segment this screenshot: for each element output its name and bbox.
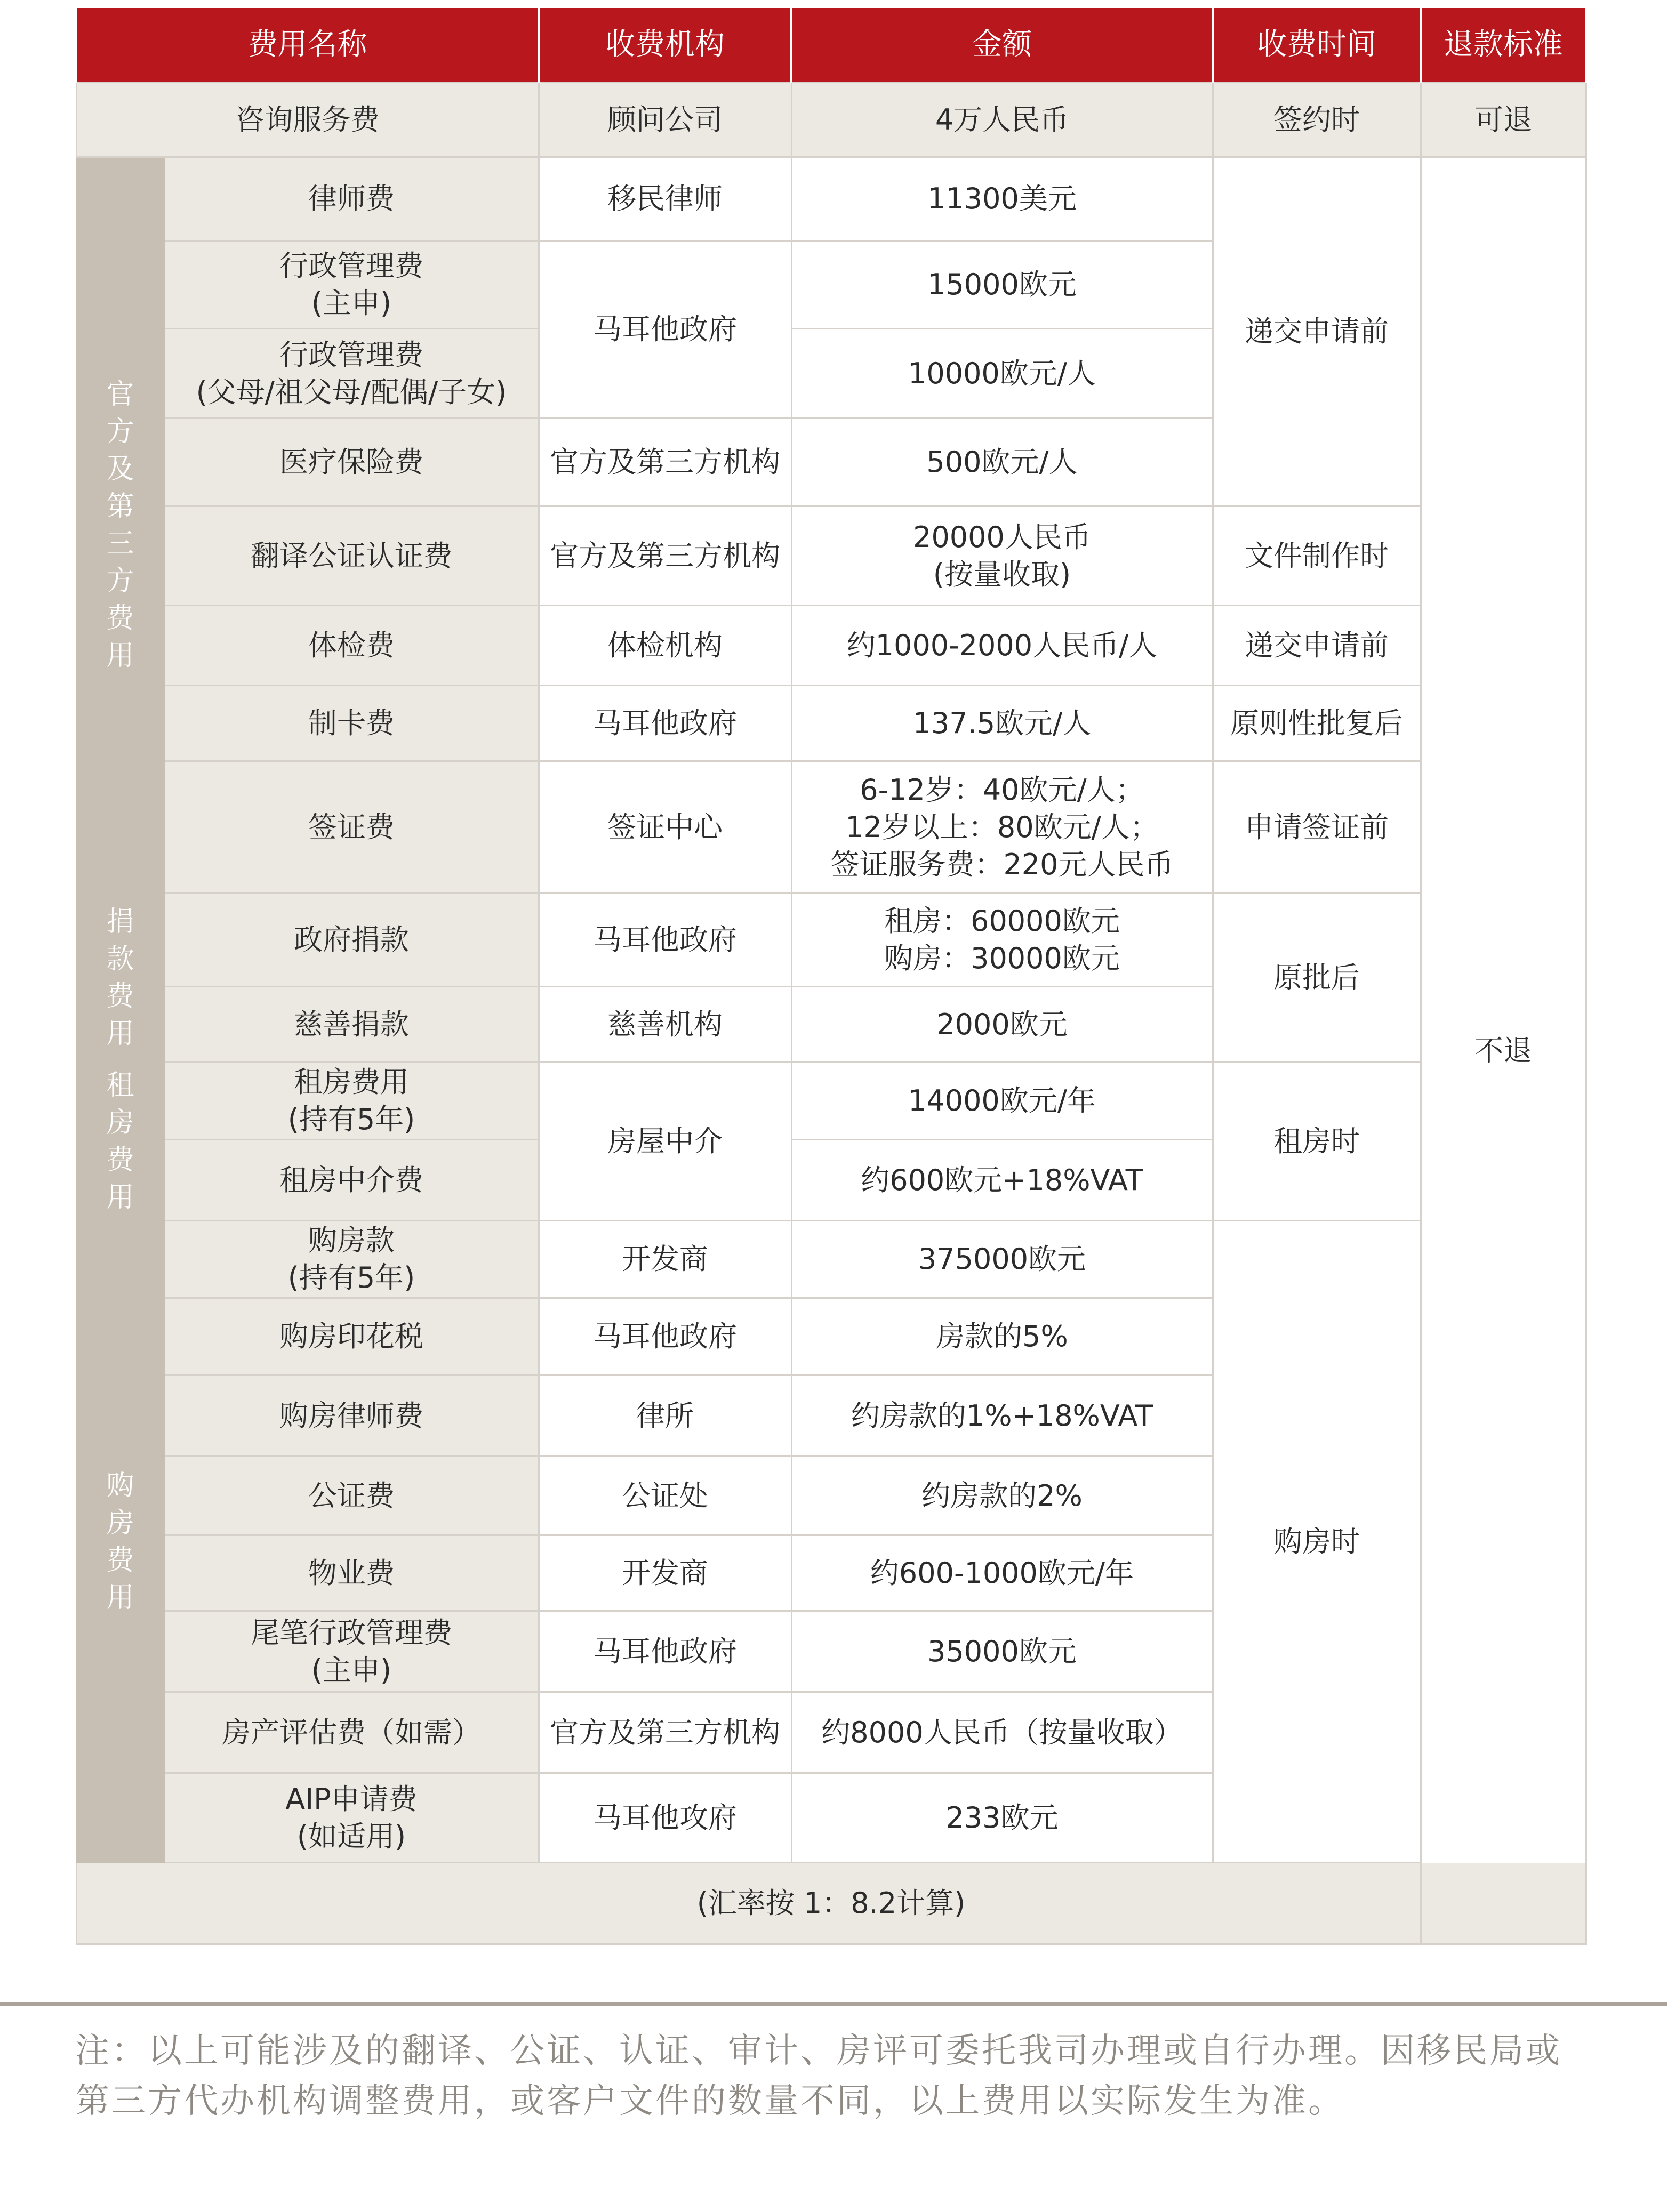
- table-row: [76, 894, 1586, 987]
- fee-amount: 约1000-2000人民币/人: [791, 606, 1213, 686]
- table-row: [76, 1221, 1586, 1298]
- category-rent: [76, 1063, 164, 1221]
- fee-org: 慈善机构: [539, 987, 791, 1063]
- fee-name: 制卡费: [164, 686, 539, 761]
- fee-name: 尾笔行政管理费 (主申): [164, 1611, 539, 1692]
- fee-time: 递交申请前: [1213, 606, 1421, 686]
- fee-org: 官方及第三方机构: [539, 419, 791, 506]
- category-label: 捐款费用: [106, 906, 134, 1050]
- fee-name: 慈善捐款: [164, 987, 539, 1063]
- fee-org: 顾问公司: [539, 83, 791, 157]
- fee-name: 租房费用 (持有5年): [164, 1063, 539, 1140]
- fee-amount: 20000人民币 (按量收取): [791, 506, 1213, 606]
- header-time: 收费时间: [1213, 8, 1421, 83]
- header-fee-name: 费用名称: [76, 8, 539, 83]
- fee-name: 行政管理费 (主申): [164, 241, 539, 329]
- fee-amount: 2000欧元: [791, 987, 1213, 1063]
- fee-amount: 137.5欧元/人: [791, 686, 1213, 761]
- fee-amount: 10000欧元/人: [791, 329, 1213, 419]
- footnote: 注：以上可能涉及的翻译、公证、认证、审计、房评可委托我司办理或自行办理。因移民局或第三方代办机构调整费用，或客户文件的数量不同，以上费用以实际发生为准。: [75, 2031, 1562, 2121]
- fee-time: 购房时: [1213, 1221, 1421, 1863]
- fee-amount: 6-12岁：40欧元/人； 12岁以上：80欧元/人； 签证服务费：220元人民币: [791, 761, 1213, 894]
- fee-amount: 约600欧元+18%VAT: [791, 1140, 1213, 1221]
- fee-name: 律师费: [164, 157, 539, 241]
- fee-amount: 房款的5%: [791, 1298, 1213, 1376]
- category-label: 官方及第三方费用: [106, 379, 134, 672]
- fee-table: [75, 8, 1587, 1945]
- fee-org: 马耳他政府: [539, 1611, 791, 1692]
- fee-org: 房屋中介: [539, 1063, 791, 1221]
- fee-org: 移民律师: [539, 157, 791, 241]
- category-donation: [76, 894, 164, 1063]
- fee-org: 马耳他攻府: [539, 1773, 791, 1863]
- fee-amount: 233欧元: [791, 1773, 1213, 1863]
- header-org: 收费机构: [539, 8, 791, 83]
- table-row: [76, 83, 1586, 157]
- fee-org: 官方及第三方机构: [539, 506, 791, 606]
- fee-name: 购房律师费: [164, 1376, 539, 1457]
- fee-time: 原则性批复后: [1213, 686, 1421, 761]
- fee-amount: 约600-1000欧元/年: [791, 1535, 1213, 1611]
- fee-amount: 500欧元/人: [791, 419, 1213, 506]
- fee-org: 公证处: [539, 1457, 791, 1535]
- fee-name: 房产评估费（如需）: [164, 1692, 539, 1773]
- fee-name: 租房中介费: [164, 1140, 539, 1221]
- fee-name: 行政管理费 (父母/祖父母/配偶/子女): [164, 329, 539, 419]
- fee-time: 文件制作时: [1213, 506, 1421, 606]
- category-label: 购房费用: [106, 1469, 134, 1614]
- fee-org: 马耳他政府: [539, 686, 791, 761]
- fee-amount: 约8000人民币（按量收取）: [791, 1692, 1213, 1773]
- fee-org: 马耳他政府: [539, 894, 791, 987]
- fee-refund: 可退: [1421, 83, 1586, 157]
- category-purchase: [76, 1221, 164, 1863]
- fee-name: 签证费: [164, 761, 539, 894]
- table-footer-row: [76, 1863, 1586, 1944]
- fee-name: 购房款 (持有5年): [164, 1221, 539, 1298]
- fee-amount: 4万人民币: [791, 83, 1213, 157]
- header-amount: 金额: [791, 8, 1213, 83]
- fee-amount: 约房款的1%+18%VAT: [791, 1376, 1213, 1457]
- fee-amount: 15000欧元: [791, 241, 1213, 329]
- fee-org: 签证中心: [539, 761, 791, 894]
- fee-time: 递交申请前: [1213, 157, 1421, 506]
- table-row: [76, 506, 1586, 606]
- fee-time: 租房时: [1213, 1063, 1421, 1221]
- fee-org: 马耳他政府: [539, 241, 791, 419]
- table-row: [76, 761, 1586, 894]
- fee-name: 公证费: [164, 1457, 539, 1535]
- fee-org: 律所: [539, 1376, 791, 1457]
- fee-name: AIP申请费 (如适用): [164, 1773, 539, 1863]
- fee-org: 马耳他政府: [539, 1298, 791, 1376]
- table-row: [76, 1063, 1586, 1140]
- fee-refund: 不退: [1421, 157, 1586, 1944]
- fee-time: 申请签证前: [1213, 761, 1421, 894]
- exchange-rate-note: (汇率按 1：8.2计算): [76, 1863, 1586, 1944]
- fee-org: 官方及第三方机构: [539, 1692, 791, 1773]
- fee-amount: 35000欧元: [791, 1611, 1213, 1692]
- category-label: 租房费用: [106, 1069, 134, 1213]
- fee-name: 物业费: [164, 1535, 539, 1611]
- table-row: [76, 157, 1586, 241]
- fee-name: 政府捐款: [164, 894, 539, 987]
- fee-amount: 375000欧元: [791, 1221, 1213, 1298]
- fee-name: 体检费: [164, 606, 539, 686]
- fee-amount: 约房款的2%: [791, 1457, 1213, 1535]
- fee-time: 签约时: [1213, 83, 1421, 157]
- fee-org: 开发商: [539, 1221, 791, 1298]
- fee-name: 医疗保险费: [164, 419, 539, 506]
- fee-org: 体检机构: [539, 606, 791, 686]
- fee-name: 翻译公证认证费: [164, 506, 539, 606]
- fee-amount: 11300美元: [791, 157, 1213, 241]
- fee-name: 购房印花税: [164, 1298, 539, 1376]
- table-header-row: [76, 8, 1586, 83]
- fee-name: 咨询服务费: [76, 83, 539, 157]
- fee-org: 开发商: [539, 1535, 791, 1611]
- category-official: [76, 157, 164, 894]
- fee-time: 原批后: [1213, 894, 1421, 1063]
- fee-amount: 租房：60000欧元 购房：30000欧元: [791, 894, 1213, 987]
- header-refund: 退款标准: [1421, 8, 1586, 83]
- section-divider: [0, 2002, 1667, 2006]
- table-row: [76, 686, 1586, 761]
- fee-amount: 14000欧元/年: [791, 1063, 1213, 1140]
- table-row: [76, 606, 1586, 686]
